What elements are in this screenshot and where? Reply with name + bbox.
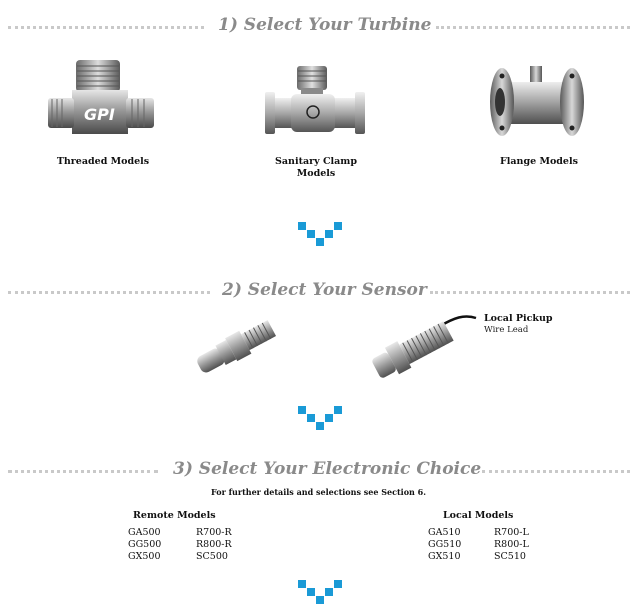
model-code: GG500 <box>128 539 162 550</box>
section-3-header <box>0 459 637 483</box>
down-chevron-icon <box>298 580 342 604</box>
model-code: GA510 <box>428 527 461 538</box>
local-models-col2 <box>494 527 529 563</box>
model-code: GX500 <box>128 551 161 562</box>
model-code: GG510 <box>428 539 462 550</box>
down-chevron-icon <box>298 406 342 430</box>
model-code: R700-R <box>196 527 232 538</box>
dotted-rule-left <box>8 291 210 294</box>
model-code: GX510 <box>428 551 461 562</box>
dotted-rule-right <box>430 291 630 294</box>
section-2-header <box>0 280 637 304</box>
remote-models-col2 <box>196 527 232 563</box>
model-code: SC510 <box>494 551 526 562</box>
section-3-title: 3) Select Your Electronic Choice <box>173 459 482 479</box>
model-code: GA500 <box>128 527 161 538</box>
threaded-models-label: Threaded Models <box>56 156 150 167</box>
threaded-turbine-image <box>46 58 156 142</box>
model-code: SC500 <box>196 551 228 562</box>
section-1-header <box>0 15 637 39</box>
section-2-title: 2) Select Your Sensor <box>222 280 427 300</box>
gpi-logo-text: GPI <box>84 105 115 124</box>
sanitary-clamp-models-label <box>250 156 382 180</box>
local-pickup-sensor-image <box>368 306 478 380</box>
down-chevron-icon <box>298 222 342 246</box>
dotted-rule-right <box>482 470 630 473</box>
remote-models-title: Remote Models <box>133 510 216 521</box>
model-code: R800-L <box>494 539 529 550</box>
sanitary-clamp-label-line1: Sanitary Clamp <box>275 156 357 167</box>
remote-models-col1 <box>128 527 161 563</box>
dotted-rule-right <box>436 26 630 29</box>
dotted-rule-left <box>8 470 158 473</box>
flange-turbine-image <box>486 62 590 142</box>
sanitary-clamp-turbine-image <box>263 64 367 142</box>
local-models-title: Local Models <box>443 510 514 521</box>
model-code: R700-L <box>494 527 529 538</box>
local-pickup-subtitle: Wire Lead <box>484 325 529 335</box>
flange-models-label: Flange Models <box>500 156 578 167</box>
section-3-note: For further details and selections see Section 6. <box>211 487 426 497</box>
local-models-col1 <box>428 527 461 563</box>
section-1-title: 1) Select Your Turbine <box>218 15 432 35</box>
sanitary-clamp-label-line2: Models <box>296 168 336 179</box>
model-code: R800-R <box>196 539 232 550</box>
sensor-image <box>190 316 282 376</box>
dotted-rule-left <box>8 26 204 29</box>
local-pickup-title: Local Pickup <box>484 313 553 324</box>
